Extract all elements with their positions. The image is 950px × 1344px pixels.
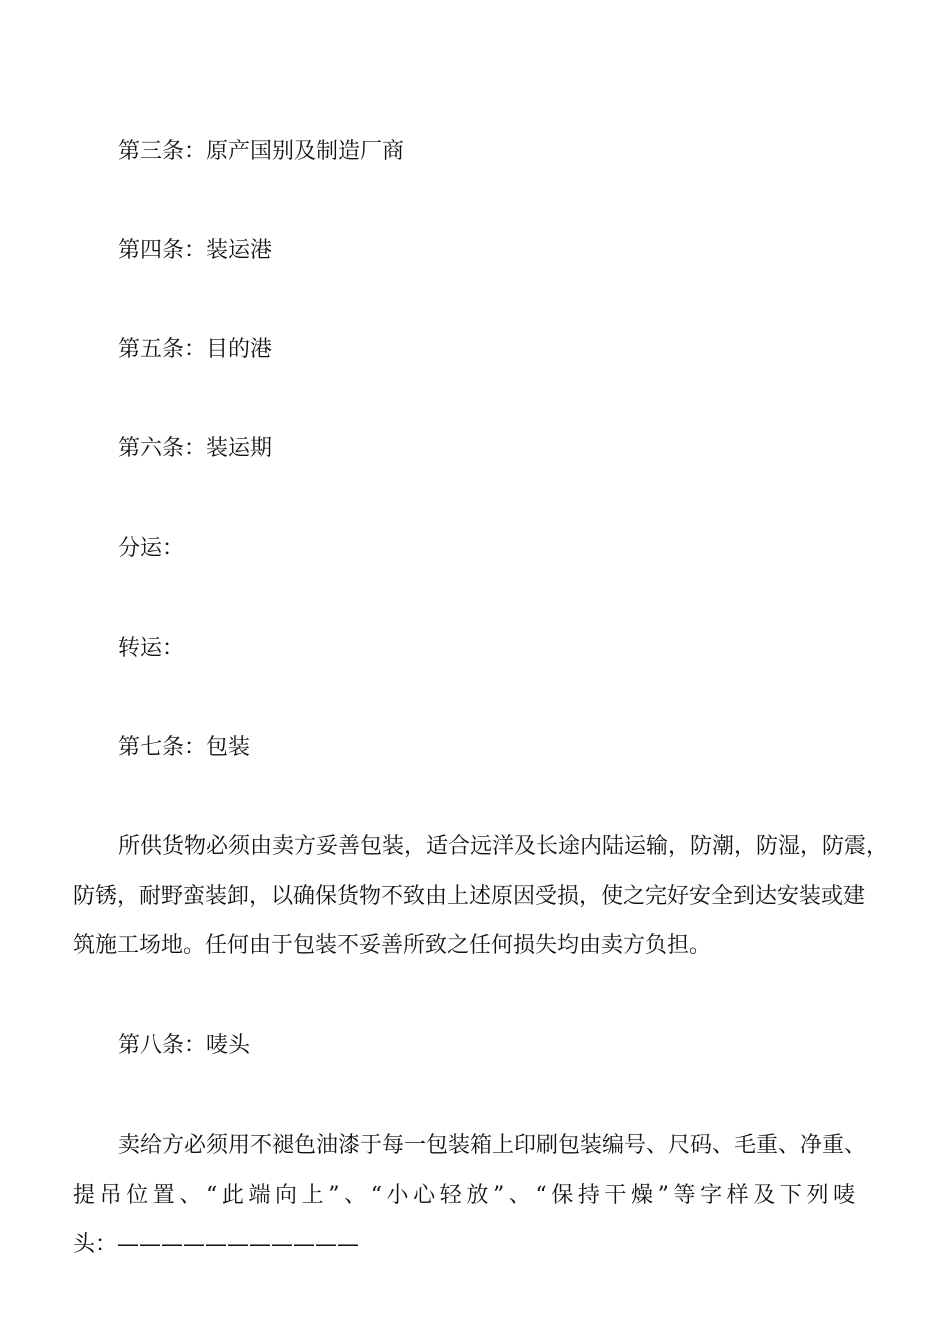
packaging-line-2: 防锈，耐野蛮装卸，以确保货物不致由上述原因受损，使之完好安全到达安装或建: [73, 883, 866, 909]
marking-line-3: 头：———————————: [73, 1232, 360, 1257]
packaging-line-1: 所供货物必须由卖方妥善包装，适合远洋及长途内陆运输，防潮，防湿，防震，: [118, 834, 889, 859]
partial-shipment-label: 分运：: [118, 536, 185, 561]
packaging-paragraph: [73, 822, 893, 971]
article-7-heading: 第七条：包装: [118, 735, 251, 760]
marking-line-2: 提吊位置、“此端向上”、“小心轻放”、“保持干燥”等字样及下列唛: [73, 1182, 860, 1208]
packaging-line-3: 筑施工场地。任何由于包装不妥善所致之任何损失均由卖方负担。: [73, 933, 712, 958]
article-6-heading: 第六条：装运期: [118, 436, 273, 461]
marking-line-1: 卖给方必须用不褪色油漆于每一包装箱上印刷包装编号、尺码、毛重、净重、: [118, 1133, 867, 1158]
article-5-heading: 第五条：目的港: [118, 337, 273, 362]
transshipment-label: 转运：: [118, 636, 185, 661]
article-4-heading: 第四条：装运港: [118, 238, 273, 263]
marking-paragraph: [73, 1121, 893, 1270]
article-8-heading: 第八条：唛头: [118, 1033, 251, 1058]
article-3-heading: 第三条：原产国别及制造厂商: [118, 139, 405, 164]
